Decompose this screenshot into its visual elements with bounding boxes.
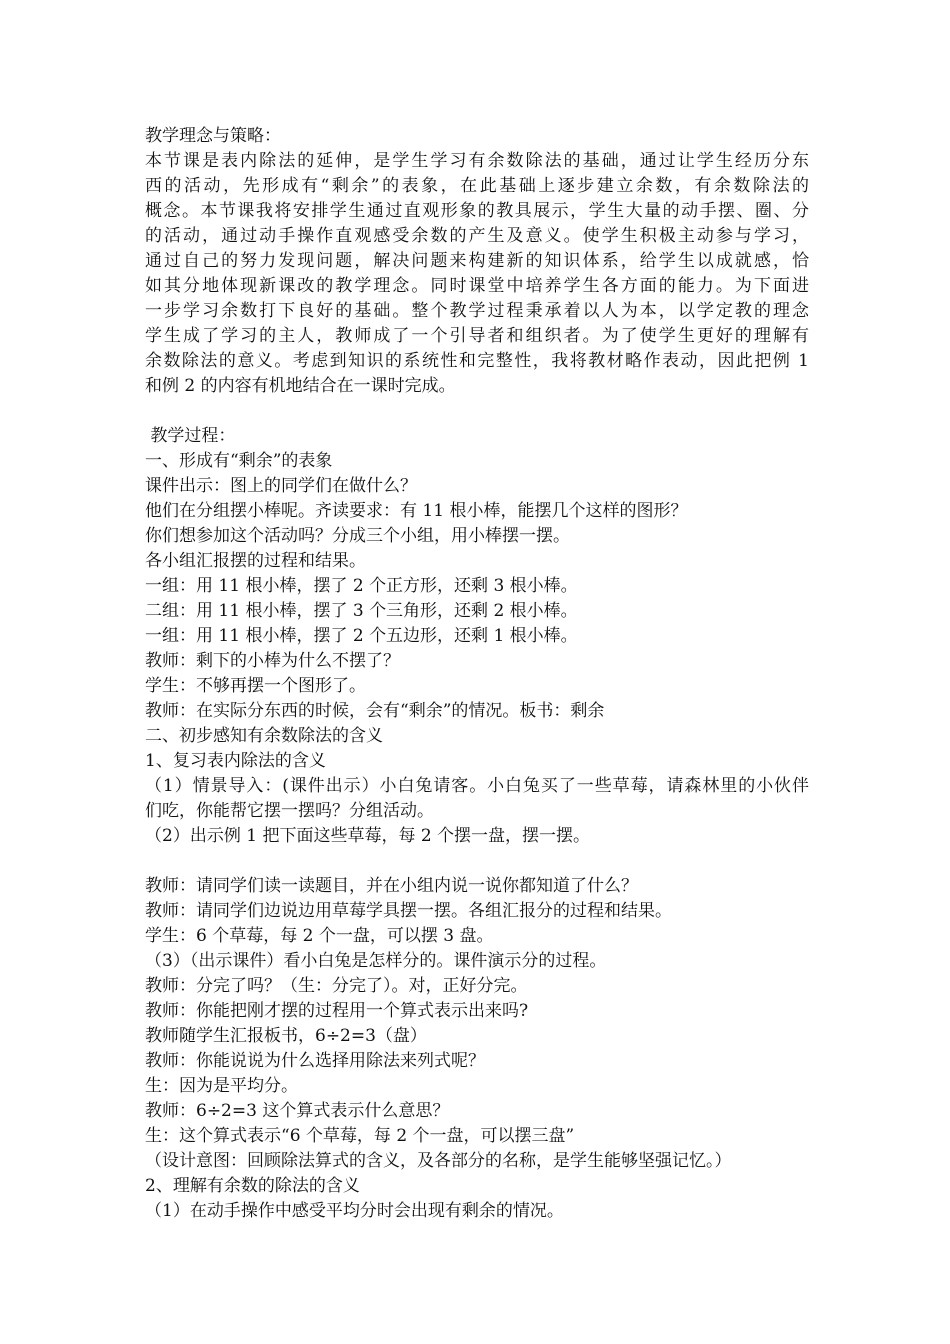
text-line: 教师：分完了吗？（生：分完了）。对，正好分完。: [145, 976, 528, 996]
blank-line: [145, 849, 809, 874]
text-line: 学生：不够再摆一个图形了。: [145, 676, 366, 696]
text-line: 二、初步感知有余数除法的含义: [145, 726, 383, 746]
text-line: 学生：6 个草莓，每 2 个一盘，可以摆 3 盘。: [145, 926, 494, 946]
paragraph-line: 概念。本节课我将安排学生通过直观形象的教具展示，学生大量的动手摆、圈、分: [145, 201, 809, 221]
text-line: 一、形成有“剩余”的表象: [145, 451, 333, 471]
text-line: （1）情景导入：(课件出示）小白兔请客。小白兔买了一些草莓，请森林里的小伙伴: [145, 776, 809, 796]
paragraph-line: 如其分地体现新课改的教学理念。同时课堂中培养学生各方面的能力。为下面进: [145, 276, 809, 296]
paragraph-line: 一步学习余数打下良好的基础。整个教学过程秉承着以人为本，以学定教的理念: [145, 301, 809, 321]
text-line: 1、复习表内除法的含义: [145, 751, 326, 771]
text-line: 教师随学生汇报板书，6÷2=3（盘）: [145, 1026, 427, 1046]
text-line: （2）出示例 1 把下面这些草莓，每 2 个摆一盘，摆一摆。: [145, 826, 591, 846]
text-line: 他们在分组摆小棒呢。齐读要求：有 11 根小棒，能摆几个这样的图形？: [145, 501, 688, 521]
text-line: 教师：你能说说为什么选择用除法来列式呢？: [145, 1051, 485, 1071]
text-line: 课件出示：图上的同学们在做什么？: [145, 476, 417, 496]
text-line: 们吃，你能帮它摆一摆吗？分组活动。: [145, 801, 434, 821]
section-heading-philosophy: 教学理念与策略：: [145, 126, 281, 146]
text-line: 生：这个算式表示“6 个草莓，每 2 个一盘，可以摆三盘”: [145, 1126, 575, 1146]
paragraph-line: 西的活动，先形成有“剩余”的表象，在此基础上逐步建立余数，有余数除法的: [145, 176, 809, 196]
paragraph-line: 的活动，通过动手操作直观感受余数的产生及意义。使学生积极主动参与学习，: [145, 226, 809, 246]
section-heading-process: 教学过程：: [145, 426, 236, 446]
paragraph-line: 学生成了学习的主人，教师成了一个引导者和组织者。为了使学生更好的理解有: [145, 326, 809, 346]
text-line: 一组：用 11 根小棒，摆了 2 个正方形，还剩 3 根小棒。: [145, 576, 578, 596]
text-line: 教师：请同学们边说边用草莓学具摆一摆。各组汇报分的过程和结果。: [145, 901, 672, 921]
text-line: （3）（出示课件）看小白兔是怎样分的。课件演示分的过程。: [145, 951, 607, 971]
paragraph-line: 通过自己的努力发现问题，解决问题来构建新的知识体系，给学生以成就感，恰: [145, 251, 809, 271]
document-page: [145, 124, 809, 1224]
text-line: 生：因为是平均分。: [145, 1076, 298, 1096]
text-line: （1）在动手操作中感受平均分时会出现有剩余的情况。: [145, 1201, 564, 1221]
text-line: 你们想参加这个活动吗？分成三个小组，用小棒摆一摆。: [145, 526, 570, 546]
paragraph-line: 和例 2 的内容有机地结合在一课时完成。: [145, 376, 456, 396]
blank-line: [145, 399, 809, 424]
text-line: 一组：用 11 根小棒，摆了 2 个五边形，还剩 1 根小棒。: [145, 626, 578, 646]
paragraph-line: 余数除法的意义。考虑到知识的系统性和完整性，我将教材略作表动，因此把例 1: [145, 351, 809, 371]
text-line: 教师：你能把刚才摆的过程用一个算式表示出来吗?: [145, 1001, 529, 1021]
text-line: 教师：请同学们读一读题目，并在小组内说一说你都知道了什么？: [145, 876, 638, 896]
text-line: 教师：6÷2=3 这个算式表示什么意思？: [145, 1101, 450, 1121]
text-line: 教师：在实际分东西的时候，会有“剩余”的情况。板书：剩余: [145, 701, 605, 721]
paragraph-line: 本节课是表内除法的延伸，是学生学习有余数除法的基础，通过让学生经历分东: [145, 151, 809, 171]
text-line: 二组：用 11 根小棒，摆了 3 个三角形，还剩 2 根小棒。: [145, 601, 578, 621]
text-line: 各小组汇报摆的过程和结果。: [145, 551, 366, 571]
text-line: （设计意图：回顾除法算式的含义，及各部分的名称，是学生能够坚强记忆。）: [145, 1151, 732, 1171]
text-line: 2、理解有余数的除法的含义: [145, 1176, 360, 1196]
text-line: 教师：剩下的小棒为什么不摆了？: [145, 651, 400, 671]
